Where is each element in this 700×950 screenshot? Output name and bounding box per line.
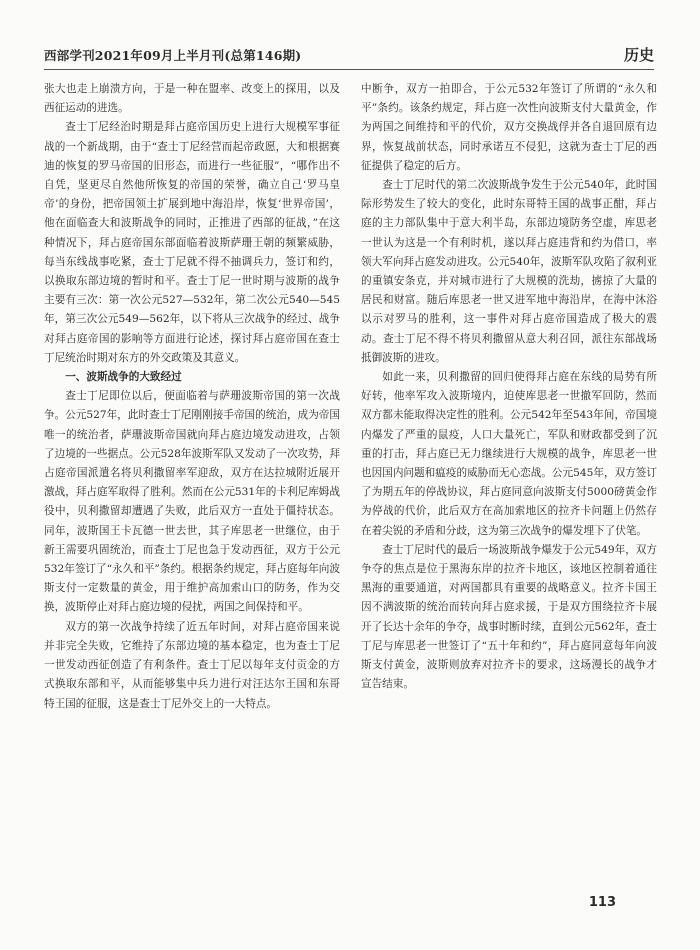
paragraph: 如此一来，贝利撒留的回归使得拜占庭在东线的局势有所好转，他率军攻入波斯境内，迫使库思老一世撤军回防，然而双方都未能取得决定性的胜利。公元542年至543年间，帝国境内爆发了严重的鼠疫，人口大量死亡，军队和财政都受到了沉重的打击，拜占庭已无力继续进行大规模的战争，库思老一世也因国内问题和瘟疫的威胁而无心恋战。公元545年，双方签订了为期五年的停战协议，拜占庭同意向波斯支付5000磅黄金作为停战的代价，此后双方在高加索地区的拉齐卡问题上仍然存在着尖锐的矛盾和分歧，这为第三次战争的爆发埋下了伏笔。 (361, 371, 657, 537)
paragraph: 查士丁尼即位以后，便面临着与萨珊波斯帝国的第一次战争。公元527年，此时查士丁尼刚刚接手帝国的统治，成为帝国唯一的统治者，萨珊波斯帝国就向拜占庭边境发动进攻，占领了边境的一些据点。公元528年波斯军队又发动了一次攻势，拜占庭帝国派遣名将贝利撒留率军迎敌，双方在达拉城附近展开激战，拜占庭军取得了胜利。然而在公元531年的卡利尼库姆战役中，贝利撒留却遭遇了失败，此后双方一直处于僵持状态。同年，波斯国王卡瓦德一世去世，其子库思老一世继位，由于新王需要巩固统治，而查士丁尼也急于发动西征，双方于公元532年签订了“永久和平”条约。根据条约规定，拜占庭每年向波斯支付一定数量的黄金，用于维护高加索山口的防务，作为交换，波斯停止对拜占庭边境的侵扰，两国之间保持和平。 (44, 390, 340, 614)
page-number: 113 (588, 895, 616, 910)
paragraph: 查士丁尼时代的最后一场波斯战争爆发于公元549年，双方争夺的焦点是位于黑海东岸的拉齐卡地区，该地区控制着通往黑海的重要通道，对两国都具有重要的战略意义。拉齐卡国王因不满波斯的统治而转向拜占庭求援，于是双方围绕拉齐卡展开了长达十余年的争夺，战事时断时续，直到公元562年，查士丁尼与库思老一世签订了“五十年和约”，拜占庭同意每年向波斯支付黄金，波斯则放弃对拉齐卡的要求，这场漫长的战争才宣告结束。 (361, 543, 657, 691)
paragraph: 查士丁尼时代的第二次波斯战争发生于公元540年，此时国际形势发生了较大的变化，此时东哥特王国的战事正酣，拜占庭的主力部队集中于意大利半岛，东部边境防务空虚，库思老一世认为这是一个有利时机，遂以拜占庭违背和约为借口，率领大军向拜占庭发动进攻。公元540年，波斯军队攻陷了叙利亚的重镇安条克，并对城市进行了大规模的洗劫，掳掠了大量的居民和财富。随后库思老一世又进军地中海沿岸，在海中沐浴以示对罗马的胜利，这一事件对拜占庭帝国造成了极大的震动。查士丁尼不得不将贝利撒留从意大利召回，派往东部战场抵御波斯的进攻。 (361, 179, 657, 364)
paragraph: 查士丁尼经治时期是拜占庭帝国历史上进行大规模军事征战的一个新战期，由于“查士丁尼经营而起帝政愿，大和根据赛迪的恢复的罗马帝国的旧形态，而进行一些征服”，“哪作出不自凭，坚更尽自然他所恢复的帝国的荣誉，确立自己‘罗马皇帝’的身份，把帝国领土扩展到地中海沿岸，恢复‘世界帝国’，他在面临查大和波斯战争的同时，正推进了西部的征战，”在这种情况下，拜占庭帝国东部面临着波斯萨珊王朝的频繁威胁，每当东线战事吃紧，查士丁尼就不得不抽调兵力，签订和约，以换取东部边境的暂时和平。查士丁尼一世时期与波斯的战争主要有三次：第一次公元527—532年，第二次公元540—545年，第三次公元549—562年，以下将从三次战争的经过、战争对拜占庭帝国的影响等方面进行论述，探讨拜占庭帝国在查士丁尼统治时期对东方的外交政策及其意义。 (44, 121, 340, 364)
section-label: 历史 (623, 46, 654, 64)
right-column (361, 80, 657, 695)
journal-title: 西部学刊2021年09月上半月刊(总第146期) (44, 48, 302, 63)
paragraph: 中断争，双方一拍即合，于公元532年签订了所谓的“永久和平”条约。该条约规定，拜占庭一次性向波斯支付大量黄金，作为两国之间维持和平的代价，双方交换战俘并各自退回原有边界，恢复战前状态，同时承诺互不侵犯，这就为查士丁尼的西征提供了稳定的后方。 (361, 83, 657, 172)
left-column (44, 80, 340, 714)
header-rule (44, 69, 654, 70)
paragraph: 双方的第一次战争持续了近五年时间，对拜占庭帝国来说并非完全失败，它维持了东部边境的基本稳定，也为查士丁尼一世发动西征创造了有利条件。查士丁尼以每年支付贡金的方式换取东部和平，从而能够集中兵力进行对汪达尔王国和东哥特王国的征服，这是查士丁尼外交上的一大特点。 (44, 620, 340, 710)
page-header (44, 44, 654, 66)
section-heading: 一、波斯战争的大致经过 (65, 371, 182, 384)
paragraph: 张大也走上崩溃方向，于是一种在盟率、改变上的探用，以及西征运动的进选。 (44, 83, 340, 115)
